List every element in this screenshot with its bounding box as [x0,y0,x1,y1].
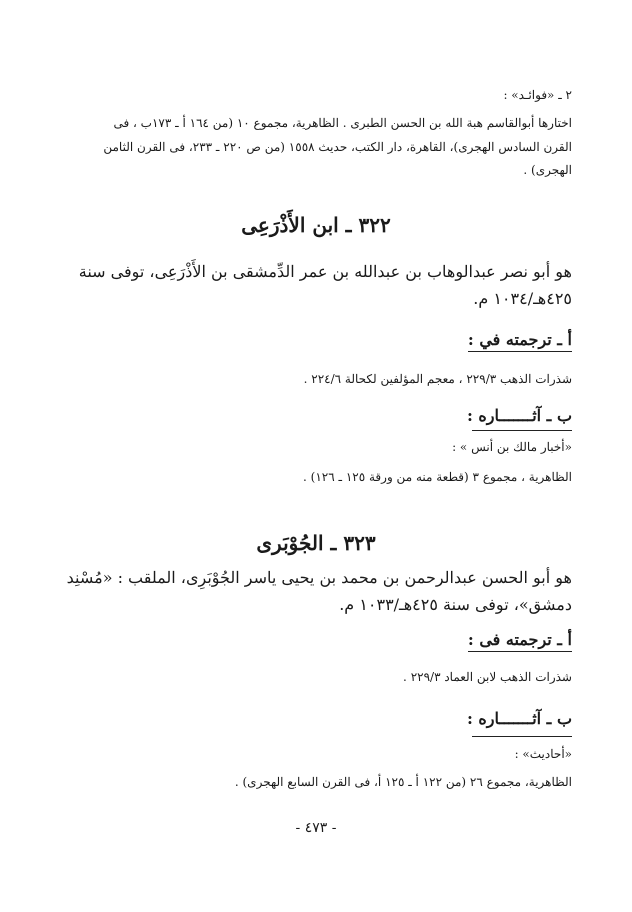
prev-line-2: القرن السادس الهجرى)، القاهرة، دار الكتب، حديث ١٥٥٨ (من ص ٢٢٠ ـ ٢٣٣، فى القرن الثامن [103,140,572,154]
entry-322-section-a-label: أ ـ ترجمته في : [468,330,572,352]
entry-322-section-a [60,330,572,349]
entry-322-bio-line-1: هو أبو نصر عبدالوهاب بن عبدالله بن عمر الدِّمشقى بن الأَذْرَعِى، توفى سنة [78,262,572,281]
entry-322-section-a-text: شذرات الذهب ٢٢٩/٣ ، معجم المؤلفين لكحالة ٢٢٤/٦ . [303,372,572,386]
prev-line-3: الهجرى) . [523,163,572,177]
entry-323-bio-line-1: هو أبو الحسن عبدالرحمن بن محمد بن يحيى ياسر الجُوْبَرِى، الملقب : «مُسْنِد [66,568,572,587]
entry-322-heading: ٣٢٢ ـ ابن الأَذْرَعِى [241,213,391,237]
entry-323-section-b-rule [472,736,572,737]
entry-322-section-b: ب ـ آثـــــــاره : [466,406,572,425]
entry-323-work-title: «أحاديث» : [514,747,572,761]
page-number: - ٤٧٣ - [295,820,337,836]
prev-item2-label: ٢ ـ «فوائـد» : [503,88,572,102]
entry-322-work-title: «أخبار مالك بن أنس » : [452,440,572,454]
entry-323-section-b: ب ـ آثـــــــاره : [466,709,572,728]
entry-323-work-text: الظاهرية، مجموع ٢٦ (من ١٢٢ أ ـ ١٢٥ أ، فى القرن السابع الهجرى) . [234,775,572,789]
entry-323-section-a [60,630,572,649]
entry-322-bio-line-2: ٤٢٥هـ/١٠٣٤ م. [473,289,572,308]
entry-323-section-a-label: أ ـ ترجمته فى : [468,630,572,652]
entry-322-section-b-rule [472,430,572,431]
entry-323-heading: ٣٢٣ ـ الجُوْبَرى [256,531,376,555]
entry-323-section-a-text: شذرات الذهب لابن العماد ٢٢٩/٣ . [403,670,572,684]
entry-322-work-text: الظاهرية ، مجموع ٣ (قطعة منه من ورقة ١٢٥ ـ ١٢٦) . [303,470,572,484]
entry-323-bio-line-2: دمشق»، توفى سنة ٤٢٥هـ/١٠٣٣ م. [339,595,572,614]
prev-line-1: اختارها أبوالقاسم هبة الله بن الحسن الطبرى . الظاهرية، مجموع ١٠ (من ١٦٤ أ ـ ١٧٣ب ، فى [113,116,572,130]
